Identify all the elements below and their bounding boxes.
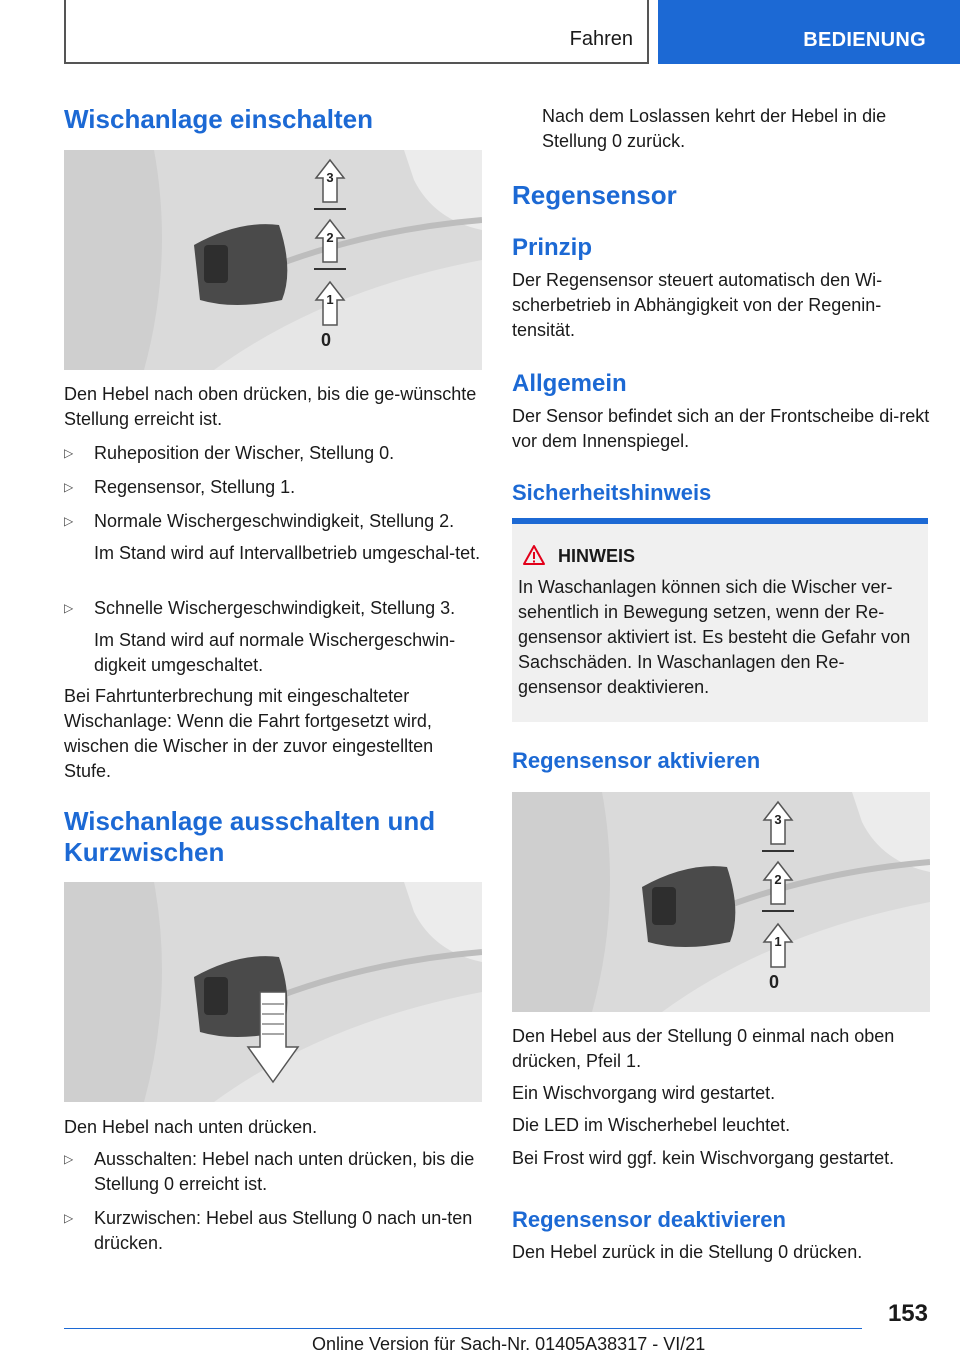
position-label-1: 1 — [326, 292, 334, 307]
list-item-text: Ausschalten: Hebel nach unten drücken, bis die Stellung 0 erreicht ist. — [94, 1149, 475, 1194]
heading-general: Allgemein — [512, 370, 627, 397]
paragraph-activate-step: Den Hebel aus der Stellung 0 einmal nach oben drücken, Pfeil 1. — [512, 1026, 895, 1071]
position-label-2: 2 — [326, 230, 334, 245]
triangle-bullet-icon: ▷ — [64, 446, 74, 460]
header-section-tab — [64, 0, 649, 64]
paragraph-push-up: Den Hebel nach oben drücken, bis die ge-wünschte Stellung erreicht ist. — [64, 384, 477, 429]
list-item-text: Ruheposition der Wischer, Stellung 0. — [94, 443, 395, 463]
triangle-bullet-icon: ▷ — [64, 514, 74, 528]
heading-activate: Regensensor aktivieren — [512, 748, 761, 773]
heading-wiper-off: Wischanlage ausschalten und Kurzwischen — [64, 806, 436, 867]
paragraph-principle: Der Regensensor steuert automatisch den Wi-scherbetrieb in Abhängigkeit von der Regenin-tensität. — [512, 270, 883, 340]
paragraph-activate-frost: Bei Frost wird ggf. kein Wischvorgang gestartet. — [512, 1148, 895, 1168]
heading-rain-sensor: Regensensor — [512, 180, 677, 210]
heading-safety: Sicherheitshinweis — [512, 480, 712, 505]
position-label-1: 1 — [774, 934, 782, 949]
position-label-3: 3 — [774, 812, 782, 827]
triangle-bullet-icon: ▷ — [64, 1211, 74, 1225]
header-section-label: Fahren — [569, 28, 633, 50]
footer-divider — [64, 1328, 862, 1329]
header-chapter-label: BEDIENUNG — [803, 29, 926, 51]
list-item-text: Regensensor, Stellung 1. — [94, 477, 296, 497]
paragraph-activate-led: Die LED im Wischerhebel leuchtet. — [512, 1115, 791, 1135]
lever-activate-illustration — [512, 792, 930, 1012]
list-item-text: Schnelle Wischergeschwindigkeit, Stellung 3. — [94, 598, 456, 618]
page-number: 153 — [887, 1300, 928, 1327]
paragraph-push-down: Den Hebel nach unten drücken. — [64, 1117, 318, 1137]
paragraph-general: Der Sensor befindet sich an der Frontscheibe di-rekt vor dem Innenspiegel. — [512, 406, 930, 451]
triangle-bullet-icon: ▷ — [64, 480, 74, 494]
footer-version: Online Version für Sach-Nr. 01405A38317 - VI/21 — [312, 1334, 706, 1354]
list-item-text: Kurzwischen: Hebel aus Stellung 0 nach un-ten drücken. — [94, 1208, 473, 1253]
notice-text: In Waschanlagen können sich die Wischer ver-sehentlich in Bewegung setzen, wenn der Re-gensensor aktiviert ist. Es besteht die Gefahr von Sachschäden. In Waschanlagen den Re-gensensor deaktivieren. — [518, 577, 911, 697]
position-label-3: 3 — [326, 170, 334, 185]
heading-wiper-on: Wischanlage einschalten — [64, 104, 373, 134]
warning-triangle-icon — [522, 544, 546, 571]
notice-title: HINWEIS — [558, 546, 636, 566]
triangle-bullet-icon: ▷ — [64, 1152, 74, 1166]
list-item-subtext: Im Stand wird auf normale Wischergeschwin-digkeit umgeschaltet. — [94, 630, 456, 675]
lever-down-illustration — [64, 882, 482, 1102]
notice-box — [512, 524, 928, 722]
heading-principle: Prinzip — [512, 234, 593, 261]
lever-up-illustration — [64, 150, 482, 370]
list-item-text: Normale Wischergeschwindigkeit, Stellung 2. — [94, 511, 455, 531]
paragraph-deactivate: Den Hebel zurück in die Stellung 0 drücken. — [512, 1242, 863, 1262]
paragraph-resume: Bei Fahrtunterbrechung mit eingeschalteter Wischanlage: Wenn die Fahrt fortgesetzt wird, wischen die Wischer in der zuvor eingestellten Stufe. — [64, 686, 434, 781]
position-label-2: 2 — [774, 872, 782, 887]
position-label-0: 0 — [320, 330, 332, 350]
triangle-bullet-icon: ▷ — [64, 601, 74, 615]
list-item-subtext: Im Stand wird auf Intervallbetrieb umgeschal-tet. — [94, 543, 481, 563]
heading-deactivate: Regensensor deaktivieren — [512, 1207, 786, 1232]
paragraph-activate-wipe: Ein Wischvorgang wird gestartet. — [512, 1083, 776, 1103]
paragraph-return: Nach dem Loslassen kehrt der Hebel in die Stellung 0 zurück. — [542, 106, 887, 151]
position-label-0: 0 — [768, 972, 780, 992]
header-chapter-tab — [658, 0, 960, 64]
